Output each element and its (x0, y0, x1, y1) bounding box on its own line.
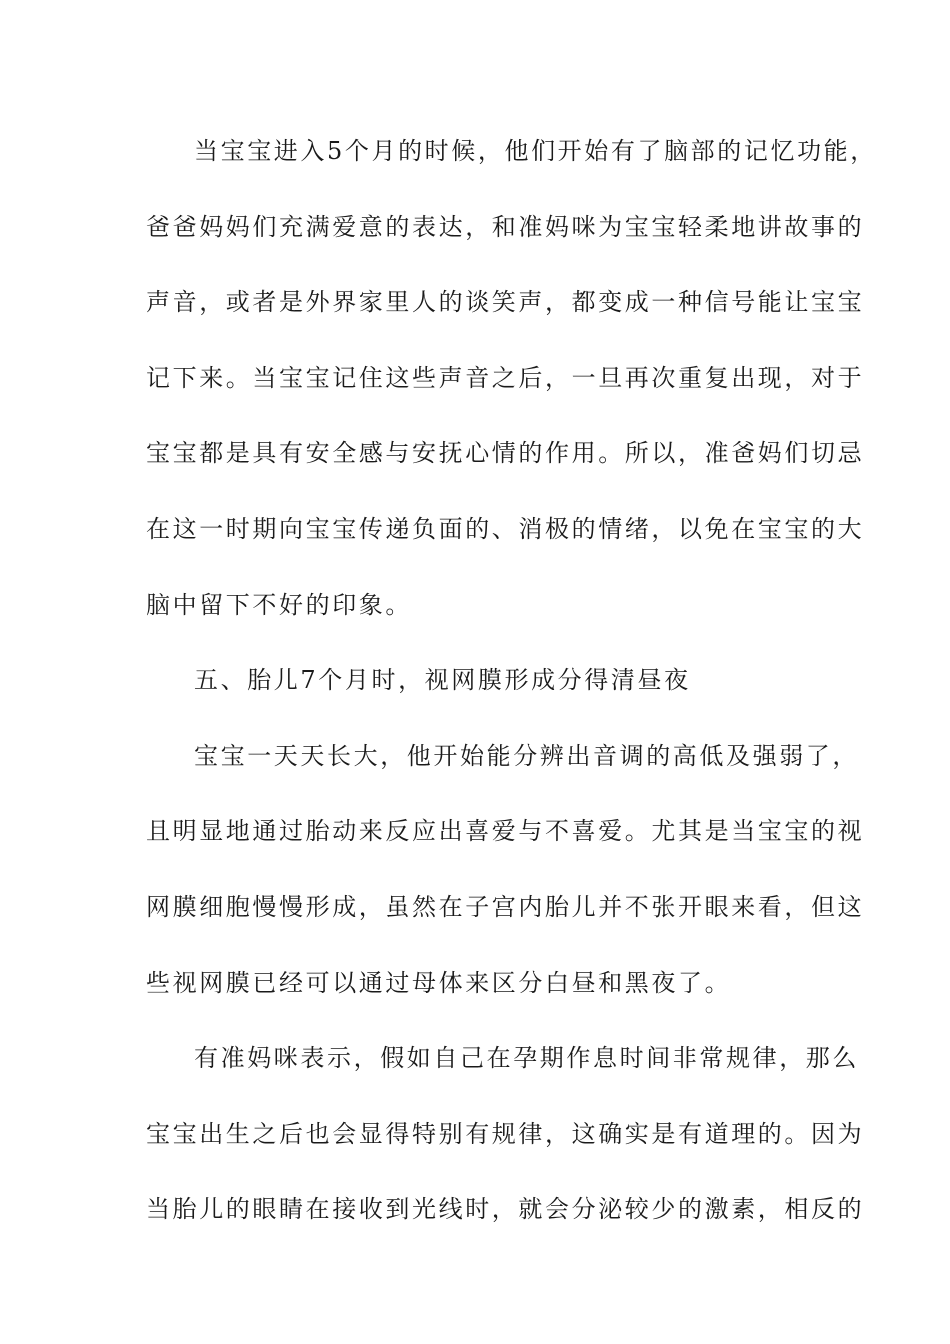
paragraph-line: 网膜细胞慢慢形成，虽然在子宫内胎儿并不张开眼来看，但这 (146, 892, 865, 921)
paragraph-line: 宝宝都是具有安全感与安抚心情的作用。所以，准爸妈们切忌 (146, 439, 865, 468)
paragraph-line: 有准妈咪表示，假如自己在孕期作息时间非常规律，那么 (194, 1044, 859, 1073)
paragraph-line: 当胎儿的眼睛在接收到光线时，就会分泌较少的激素，相反的 (146, 1195, 865, 1224)
paragraph-line: 些视网膜已经可以通过母体来区分白昼和黑夜了。 (146, 968, 732, 997)
paragraph-line: 声音，或者是外界家里人的谈笑声，都变成一种信号能让宝宝 (146, 288, 865, 317)
paragraph-line: 当宝宝进入5个月的时候，他们开始有了脑部的记忆功能， (194, 137, 877, 165)
paragraph-line: 记下来。当宝宝记住这些声音之后，一旦再次重复出现，对于 (146, 363, 865, 392)
paragraph-line: 脑中留下不好的印象。 (146, 590, 412, 619)
paragraph-line: 宝宝出生之后也会显得特别有规律，这确实是有道理的。因为 (146, 1119, 865, 1148)
paragraph-line: 爸爸妈妈们充满爱意的表达，和准妈咪为宝宝轻柔地讲故事的 (146, 212, 865, 241)
paragraph-line: 宝宝一天天长大，他开始能分辨出音调的高低及强弱了， (194, 741, 859, 770)
paragraph-line: 在这一时期向宝宝传递负面的、消极的情绪，以免在宝宝的大 (146, 514, 865, 543)
document-body (146, 126, 877, 1260)
section-heading: 五、胎儿7个月时，视网膜形成分得清昼夜 (194, 666, 691, 695)
paragraph-line: 且明显地通过胎动来反应出喜爱与不喜爱。尤其是当宝宝的视 (146, 817, 865, 846)
